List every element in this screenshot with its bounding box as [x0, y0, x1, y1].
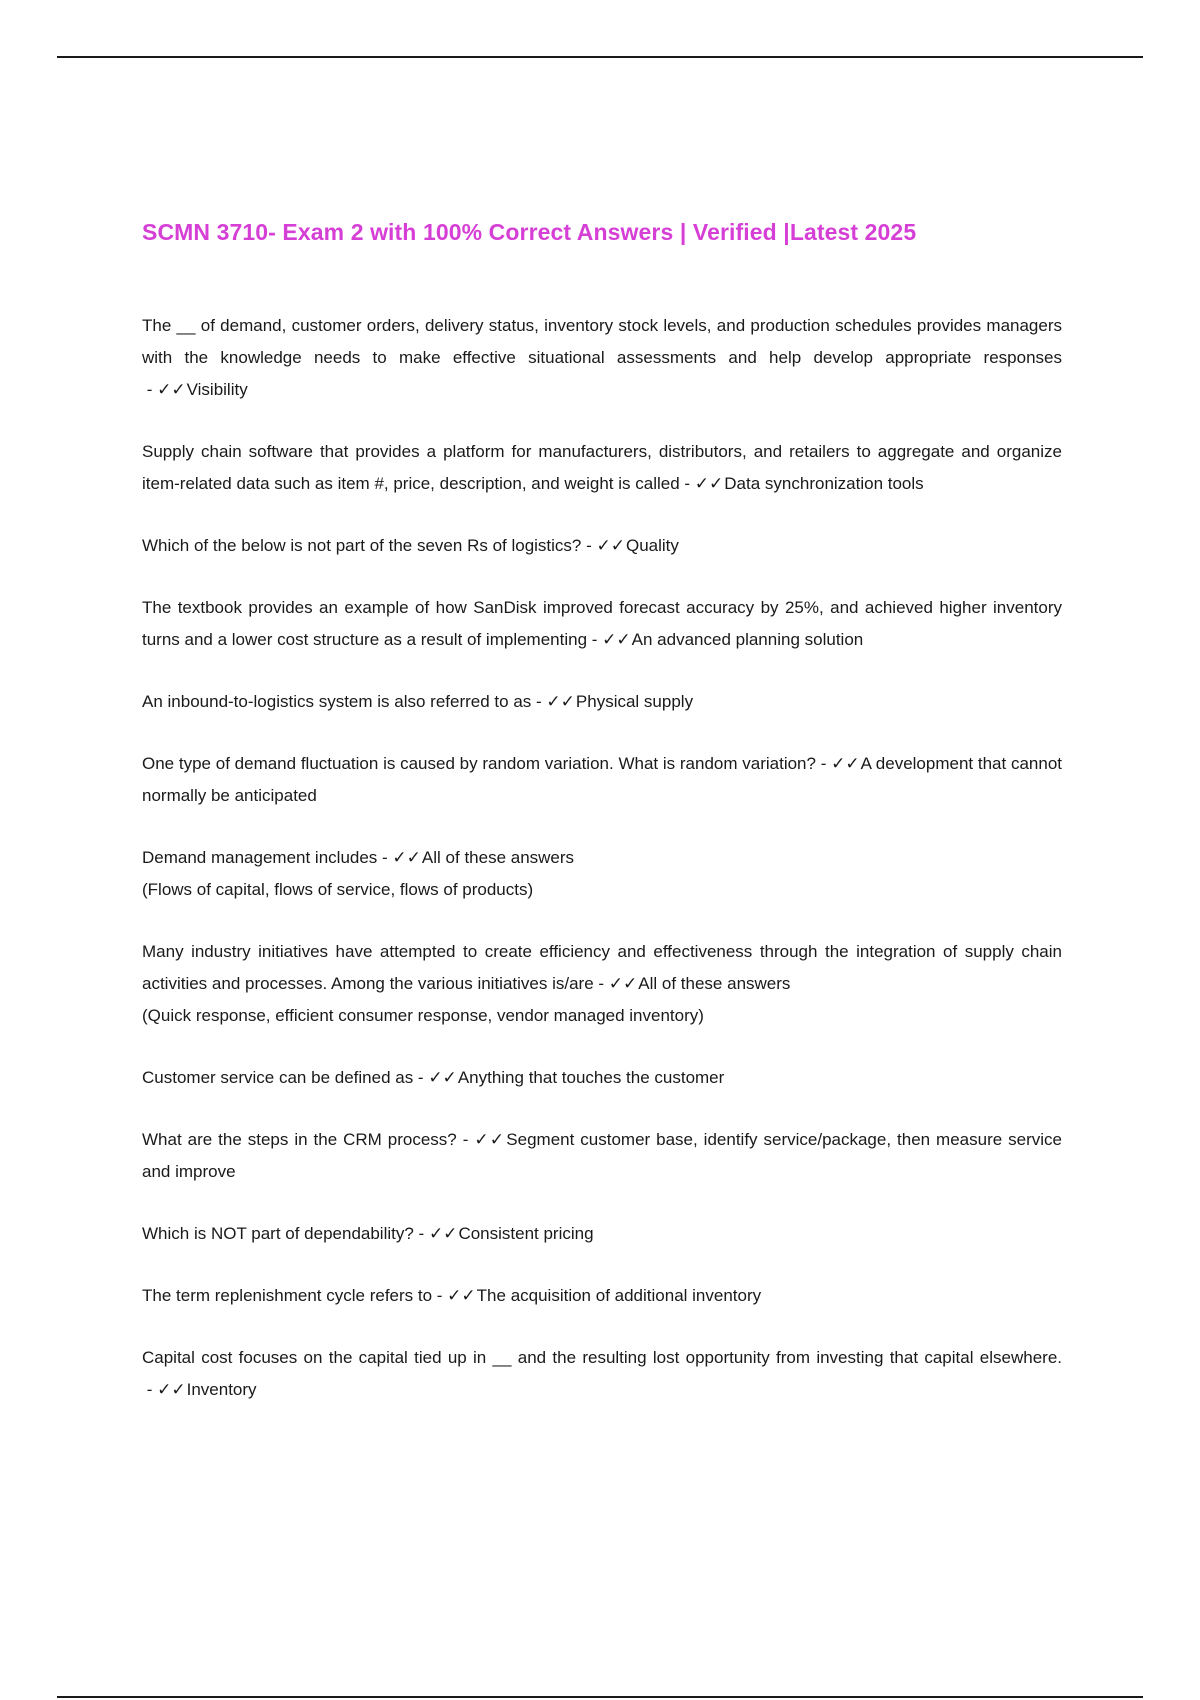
document-body	[142, 214, 1062, 1436]
qa-item-8	[142, 936, 1062, 1032]
check-mark-icon: ✓✓	[428, 1224, 458, 1243]
question-text: The term replenishment cycle refers to	[142, 1286, 433, 1305]
question-text: Demand management includes	[142, 848, 378, 867]
document-title: SCMN 3710- Exam 2 with 100% Correct Answers | Verified |Latest 2025	[142, 219, 917, 245]
separator: -	[142, 380, 158, 399]
qa-item-1	[142, 310, 1062, 406]
separator: -	[413, 1068, 429, 1087]
question-text: What are the steps in the CRM process?	[142, 1130, 457, 1149]
separator: -	[413, 1224, 429, 1243]
footer-rule	[57, 1696, 1143, 1698]
header-rule	[57, 56, 1143, 58]
answer-text: Data synchronization tools	[724, 474, 924, 493]
qa-item-7	[142, 842, 1062, 906]
answer-text: All of these answers	[638, 974, 791, 993]
check-mark-icon: ✓✓	[608, 974, 638, 993]
answer-note: (Flows of capital, flows of service, flows of products)	[142, 880, 534, 899]
check-mark-icon: ✓✓	[831, 754, 860, 773]
question-text: Many industry initiatives have attempted to create efficiency and effectiveness through the integration of supply chain activities and processes. Among the various initiatives is/are	[142, 942, 1062, 993]
separator: -	[593, 974, 609, 993]
check-mark-icon: ✓✓	[447, 1286, 476, 1305]
answer-text: Consistent pricing	[458, 1224, 594, 1243]
answer-text: Physical supply	[575, 692, 694, 711]
qa-item-13	[142, 1342, 1062, 1406]
qa-item-6	[142, 748, 1062, 812]
separator: -	[531, 692, 547, 711]
answer-text: Anything that touches the customer	[457, 1068, 725, 1087]
qa-item-12	[142, 1280, 1062, 1312]
separator: -	[581, 536, 597, 555]
answer-note: (Quick response, efficient consumer response, vendor managed inventory)	[142, 1006, 704, 1025]
separator: -	[815, 754, 832, 773]
qa-item-2	[142, 436, 1062, 500]
question-text: Which is NOT part of dependability?	[142, 1224, 414, 1243]
separator: -	[142, 1380, 158, 1399]
answer-text: Visibility	[186, 380, 248, 399]
separator: -	[377, 848, 393, 867]
check-mark-icon: ✓✓	[157, 1380, 186, 1399]
answer-text: All of these answers	[421, 848, 575, 867]
answer-text: Quality	[626, 536, 679, 555]
answer-text: The acquisition of additional inventory	[476, 1286, 762, 1305]
question-text: Customer service can be defined as	[142, 1068, 414, 1087]
qa-item-5	[142, 686, 1062, 718]
qa-list	[142, 310, 1062, 1406]
qa-item-10	[142, 1124, 1062, 1188]
separator: -	[679, 474, 695, 493]
question-text: An inbound-to-logistics system is also referred to as	[142, 692, 532, 711]
question-text: Supply chain software that provides a platform for manufacturers, distributors, and retailers to aggregate and organize item-related data such as item #, price, description, and weight is called	[142, 442, 1062, 493]
qa-item-4	[142, 592, 1062, 656]
qa-item-3	[142, 530, 1062, 562]
answer-text: Segment customer base, identify service/package, then measure service and improve	[142, 1130, 1062, 1181]
separator: -	[432, 1286, 448, 1305]
qa-item-11	[142, 1218, 1062, 1250]
question-text: The __ of demand, customer orders, delivery status, inventory stock levels, and production schedules provides managers with the knowledge needs to make effective situational assessments and help develop appropriate responses	[142, 316, 1062, 367]
question-text: The textbook provides an example of how SanDisk improved forecast accuracy by 25%, and achieved higher inventory turns and a lower cost structure as a result of implementing	[142, 598, 1062, 649]
check-mark-icon: ✓✓	[428, 1068, 457, 1087]
question-text: One type of demand fluctuation is caused by random variation. What is random variation?	[142, 754, 816, 773]
check-mark-icon: ✓✓	[546, 692, 575, 711]
question-text: Which of the below is not part of the seven Rs of logistics?	[142, 536, 582, 555]
question-text: Capital cost focuses on the capital tied up in __ and the resulting lost opportunity from investing that capital elsewhere.	[142, 1348, 1062, 1367]
check-mark-icon: ✓✓	[392, 848, 421, 867]
answer-text: Inventory	[186, 1380, 257, 1399]
check-mark-icon: ✓✓	[602, 630, 631, 649]
qa-item-9	[142, 1062, 1062, 1094]
separator: -	[456, 1130, 475, 1149]
answer-text: An advanced planning solution	[631, 630, 864, 649]
separator: -	[587, 630, 603, 649]
answer-text: A development that cannot normally be anticipated	[142, 754, 1063, 805]
check-mark-icon: ✓✓	[157, 380, 186, 399]
check-mark-icon: ✓✓	[474, 1130, 506, 1149]
check-mark-icon: ✓✓	[694, 474, 724, 493]
check-mark-icon: ✓✓	[596, 536, 625, 555]
